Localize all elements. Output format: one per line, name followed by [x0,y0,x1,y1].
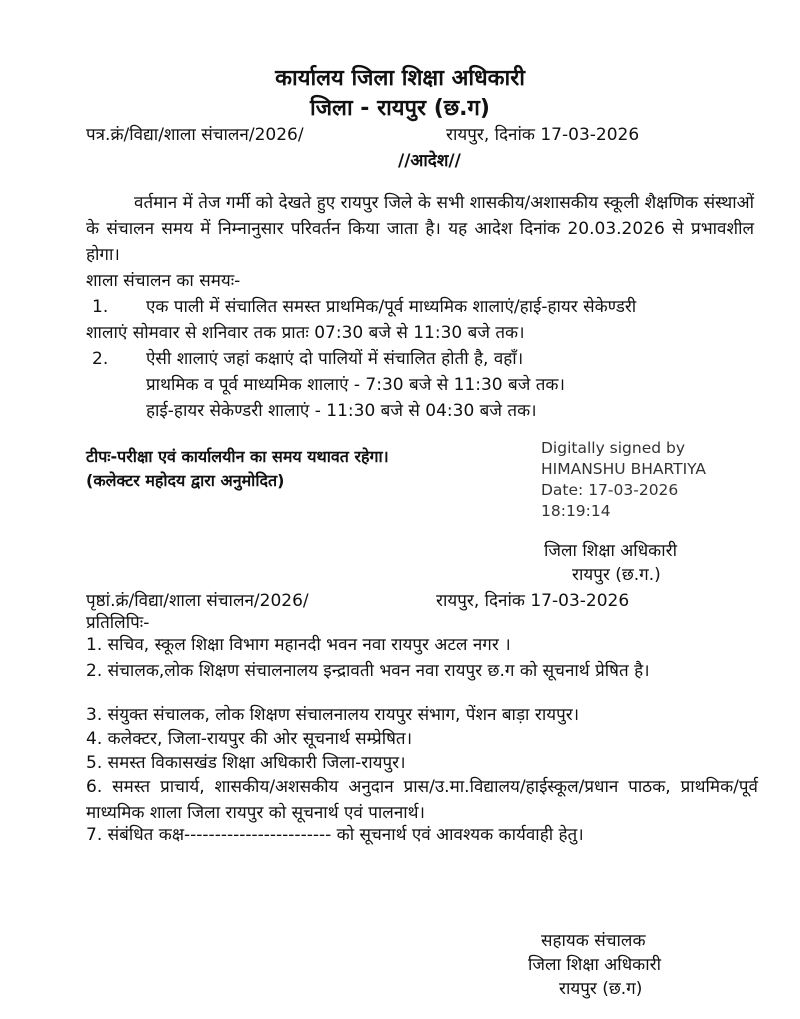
cc-item-7: 7. संबंधित कक्ष------------------------ को सूचनार्थ एवं आवश्यक कार्यवाही हेतु। [86,825,584,845]
order-place-date: रायपुर, दिनांक 17-03-2026 [446,125,640,145]
digital-signature-name: HIMANSHU BHARTIYA [541,460,707,478]
digital-signature-line1: Digitally signed by [541,439,686,457]
cc-item-2: 2. संचालक,लोक शिक्षण संचालनालय इन्द्रावती भवन नवा रायपुर छ.ग को सूचनार्थ प्रेषित है। [86,661,650,681]
district-title: जिला - रायपुर (छ.ग) [310,96,490,121]
signatory2-title: सहायक संचालक [541,931,646,951]
schedule-item1-line2: शालाएं सोमवार से शनिवार तक प्रातः 07:30 बजे से 11:30 बजे तक। [86,323,525,343]
cc-item-5: 5. समस्त विकासखंड शिक्षा अधिकारी जिला-रायपुर। [86,753,406,773]
note-line2: (कलेक्टर महोदय द्वारा अनुमोदित) [86,471,285,490]
schedule-item2-line3: हाई-हायर सेकेण्डरी शालाएं - 11:30 बजे से 04:30 बजे तक। [146,401,537,421]
office-title: कार्यालय जिला शिक्षा अधिकारी [275,66,525,91]
digital-signature-time: 18:19:14 [541,502,611,520]
endorsement-number: पृष्ठां.क्रं/विद्या/शाला संचालन/2026/ [86,591,309,611]
schedule-item1-number: 1. [92,297,109,317]
schedule-item2-number: 2. [92,349,109,369]
schedule-item1-line1: एक पाली में संचालित समस्त प्राथमिक/पूर्व माध्यमिक शालाएं/हाई-हायर सेकेण्डरी [146,297,637,317]
cc-item-6: 6. समस्त प्राचार्य, शासकीय/अशसकीय अनुदान प्रास/उ.मा.विद्यालय/हाईस्कूल/प्रधान पाठक, प्राथमिक/पूर्व माध्यमिक शाला जिला रायपुर को सूचनार्थ एवं पालनार्थ। [86,777,758,823]
schedule-heading: शाला संचालन का समयः- [86,271,241,291]
intro-paragraph: वर्तमान में तेज गर्मी को देखते हुए रायपुर जिले के सभी शासकीय/अशासकीय स्कूली शैक्षणिक संस्थाओं के संचालन समय में निम्नानुसार परिवर्तन किया जाता है। यह आदेश दिनांक 20.03.2026 से प्रभावशील होगा। [86,193,754,265]
digital-signature-date: Date: 17-03-2026 [541,481,679,499]
schedule-item2-line2: प्राथमिक व पूर्व माध्यमिक शालाएं - 7:30 बजे से 11:30 बजे तक। [146,375,565,395]
signatory1-place: रायपुर (छ.ग.) [572,565,661,585]
signatory2-place: रायपुर (छ.ग) [559,979,643,999]
cc-label: प्रतिलिपिः- [86,613,150,633]
endorsement-place-date: रायपुर, दिनांक 17-03-2026 [436,591,630,611]
note-line1: टीपः-परीक्षा एवं कार्यालयीन का समय यथावत रहेगा। [86,447,389,466]
order-label: //आदेश// [398,151,461,171]
signatory1-title: जिला शिक्षा अधिकारी [544,541,677,561]
order-number: पत्र.क्रं/विद्या/शाला संचालन/2026/ [86,125,304,145]
schedule-item2-line1: ऐसी शालाएं जहां कक्षाएं दो पालियों में संचालित होती है, वहाँ। [146,349,524,369]
signatory2-office: जिला शिक्षा अधिकारी [528,955,661,975]
cc-item-3: 3. संयुक्त संचालक, लोक शिक्षण संचालनालय रायपुर संभाग, पेंशन बाड़ा रायपुर। [86,705,580,725]
digital-signature [541,438,706,522]
cc-item-1: 1. सचिव, स्कूल शिक्षा विभाग महानदी भवन नवा रायपुर अटल नगर । [86,635,511,655]
cc-item-4: 4. कलेक्टर, जिला-रायपुर की ओर सूचनार्थ सम्प्रेषित। [86,729,413,749]
